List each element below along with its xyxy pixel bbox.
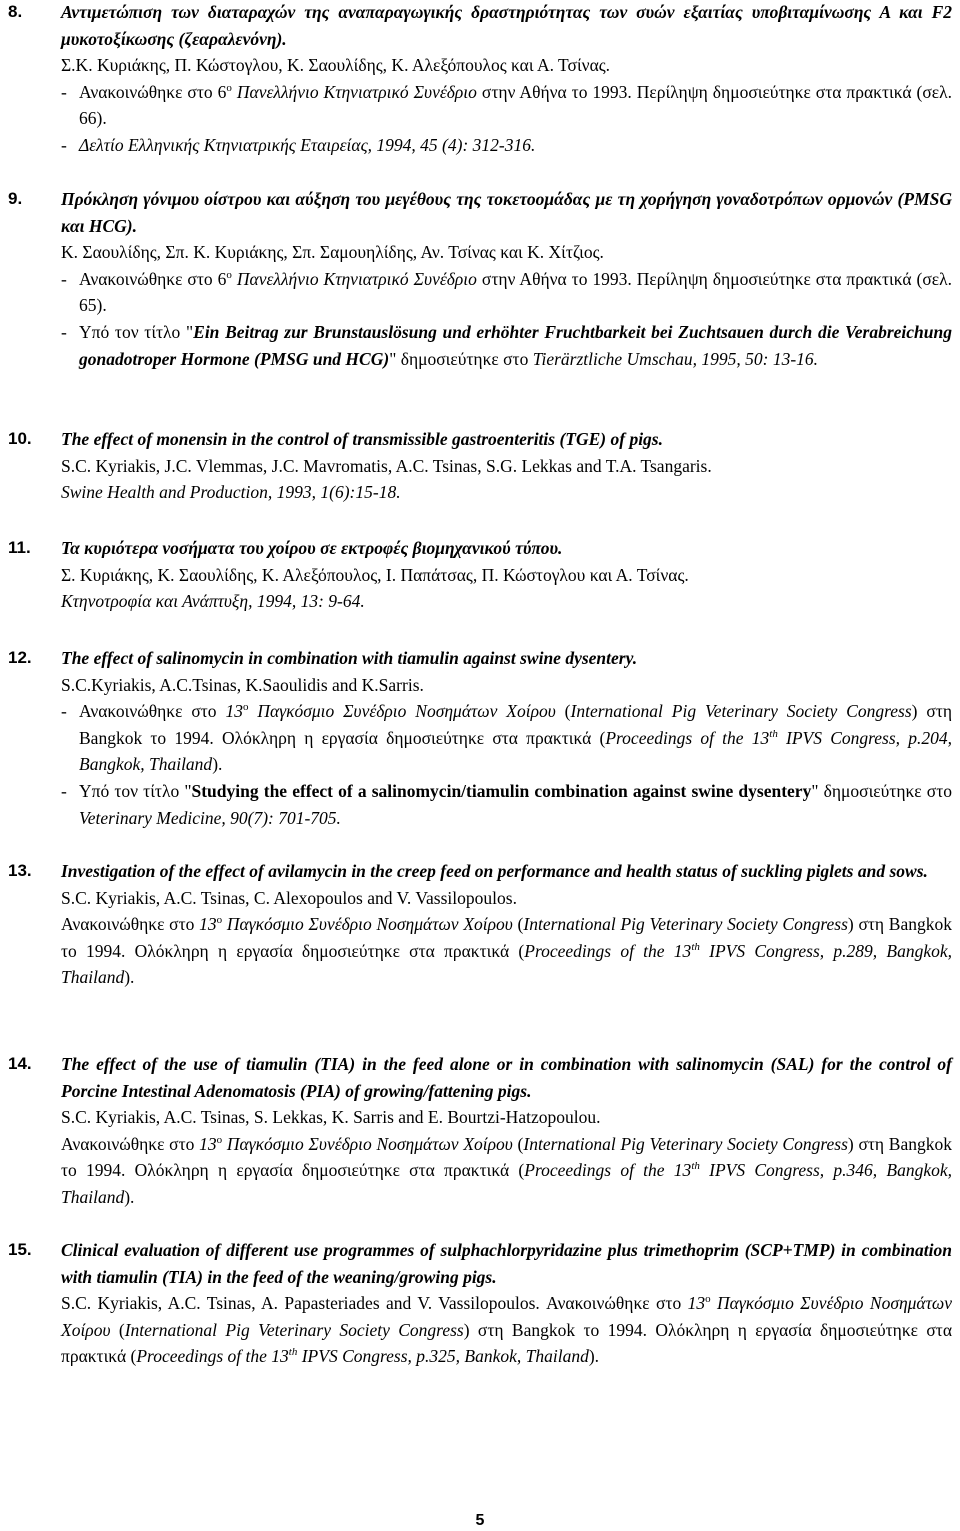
entry-note: - Υπό τον τίτλο "Studying the effect of a salinomycin/tiamulin combination against swine dysentery" δημοσιεύτηκε στο Veterinary Medicine, 90(7): 701-705. [61,780,952,828]
entry-journal: Κτηνοτροφία και Ανάπτυξη, 1994, 13: 9-64. [61,591,365,612]
entry-authors: Σ. Κυριάκης, Κ. Σαουλίδης, Κ. Αλεξόπουλος, Ι. Παπάτσας, Π. Κώστογλου και Α. Τσίνας. [61,564,689,585]
entry-title: Πρόκληση γόνιμου οίστρου και αύξηση του μεγέθους της τοκετοομάδας με τη χορήγηση γοναδοτρόπων ορμονών (PMSG και HCG). [61,189,952,236]
entry-number: 10. [8,429,32,448]
publication-entry-9 [8,186,952,372]
entry-note: S.C. Kyriakis, A.C. Tsinas, A. Papasteriades and V. Vassilopoulos. Ανακοινώθηκε στο $13^o$ Παγκόσμιο Συνέδριο Νοσημάτων Χοίρου (International Pig Veterinary Society Congress) στη Bangkok το 1994. Ολόκληρη η εργασία δημοσιεύτηκε στα πρακτικά (Proceedings of the 13th IPVS Congress, p.325, Bankok, Thailand). [61,1293,953,1367]
entry-title: The effect of the use of tiamulin (TIA) in the feed alone or in combination with salinomycin (SAL) for the control of Porcine Intestinal Adenomatosis (PIA) of growing/fattening pigs. [61,1054,952,1101]
entry-authors: S.C. Kyriakis, A.C. Tsinas, S. Lekkas, K. Sarris and E. Bourtzi-Hatzopoulou. [61,1107,601,1128]
publication-entry-11 [8,535,952,615]
entry-authors: S.C. Kyriakis, A.C. Tsinas, A. Papasteriades and V. Vassilopoulos. [61,1293,540,1314]
publication-entry-8 [8,0,952,159]
entry-authors: S.C.Kyriakis, A.C.Tsinas, K.Saoulidis and K.Sarris. [61,674,424,695]
entry-number: 11. [8,538,31,557]
publication-entry-13 [8,858,952,991]
entry-note: - Ανακοινώθηκε στο $6^o$ Πανελλήνιο Κτηνιατρικό Συνέδριο στην Αθήνα το 1993. Περίληψη δημοσιεύτηκε στα πρακτικά (σελ. 65). [61,268,953,316]
entry-authors: S.C. Kyriakis, A.C. Tsinas, C. Alexopoulos and V. Vassilopoulos. [61,887,517,908]
entry-number: 13. [8,861,32,880]
entry-title: Clinical evaluation of different use programmes of sulphachlorpyridazine plus trimethoprim (SCP+TMP) in combination with tiamulin (TIA) in the feed of the weaning/growing pigs. [61,1240,952,1287]
entry-title: Αντιμετώπιση των διαταραχών της αναπαραγωγικής δραστηριότητας των συών εξαιτίας υποβιταμίνωσης Α και F2 μυκοτοξίκωσης (ζεαραλενόνη). [61,2,952,49]
publication-entry-10 [8,426,952,506]
entry-journal: Swine Health and Production, 1993, 1(6):15-18. [61,482,401,503]
entry-note: - Ανακοινώθηκε στο $13^o$ Παγκόσμιο Συνέδριο Νοσημάτων Χοίρου (International Pig Veterinary Society Congress) στη Bangkok το 1994. Ολόκληρη η εργασία δημοσιεύτηκε στα πρακτικά (Proceedings of the 13th IPVS Congress, p.204, Bangkok, Thailand). [61,701,952,775]
entry-note: Ανακοινώθηκε στο $13^o$ Παγκόσμιο Συνέδριο Νοσημάτων Χοίρου (International Pig Veterinary Society Congress) στη Bangkok το 1994. Ολόκληρη η εργασία δημοσιεύτηκε στα πρακτικά (Proceedings of the 13th IPVS Congress, p.346, Bangkok, Thailand). [61,1133,953,1207]
entry-authors: Κ. Σαουλίδης, Σπ. Κ. Κυριάκης, Σπ. Σαμουηλίδης, Αν. Τσίνας και Κ. Χίτζιος. [61,242,604,263]
entry-authors: S.C. Kyriakis, J.C. Vlemmas, J.C. Mavromatis, A.C. Tsinas, S.G. Lekkas and T.A. Tsangaris. [61,455,712,476]
entry-number: 8. [8,2,23,21]
entry-note: Ανακοινώθηκε στο $13^o$ Παγκόσμιο Συνέδριο Νοσημάτων Χοίρου (International Pig Veterinary Society Congress) στη Bangkok το 1994. Ολόκληρη η εργασία δημοσιεύτηκε στα πρακτικά (Proceedings of the 13th IPVS Congress, p.289, Bangkok, Thailand). [61,914,953,988]
entry-number: 12. [8,648,32,667]
entry-title: Τα κυριότερα νοσήματα του χοίρου σε εκτροφές βιομηχανικού τύπου. [61,538,563,558]
entry-title: The effect of monensin in the control of transmissible gastroenteritis (TGE) of pigs. [61,429,663,449]
entry-note: - Ανακοινώθηκε στο $6^o$ Πανελλήνιο Κτηνιατρικό Συνέδριο στην Αθήνα το 1993. Περίληψη δημοσιεύτηκε στα πρακτικά (σελ. 66). [61,81,953,129]
publication-entry-12 [8,645,952,831]
entry-note: - Υπό τον τίτλο "Ein Beitrag zur Brunstauslösung und erhöhter Fruchtbarkeit bei Zuchtsauen durch die Verabreichung gonadotroper Hormone (PMSG und HCG)" δημοσιεύτηκε στο Tierärztliche Umschau, 1995, 50: 13-16. [61,321,952,369]
entry-number: 15. [8,1240,32,1259]
entry-title: Investigation of the effect of avilamycin in the creep feed on performance and health status of suckling piglets and sows. [61,861,928,881]
publication-entry-14 [8,1051,952,1211]
entry-authors: Σ.Κ. Κυριάκης, Π. Κώστογλου, Κ. Σαουλίδης, Κ. Αλεξόπουλος και Α. Τσίνας. [61,55,611,76]
entry-number: 14. [8,1054,32,1073]
entry-title: The effect of salinomycin in combination with tiamulin against swine dysentery. [61,648,638,668]
page-number: 5 [475,1512,485,1529]
publication-entry-15 [8,1237,952,1370]
entry-number: 9. [8,189,23,208]
entry-note: - Δελτίο Ελληνικής Κτηνιατρικής Εταιρείας, 1994, 45 (4): 312-316. [61,134,536,155]
